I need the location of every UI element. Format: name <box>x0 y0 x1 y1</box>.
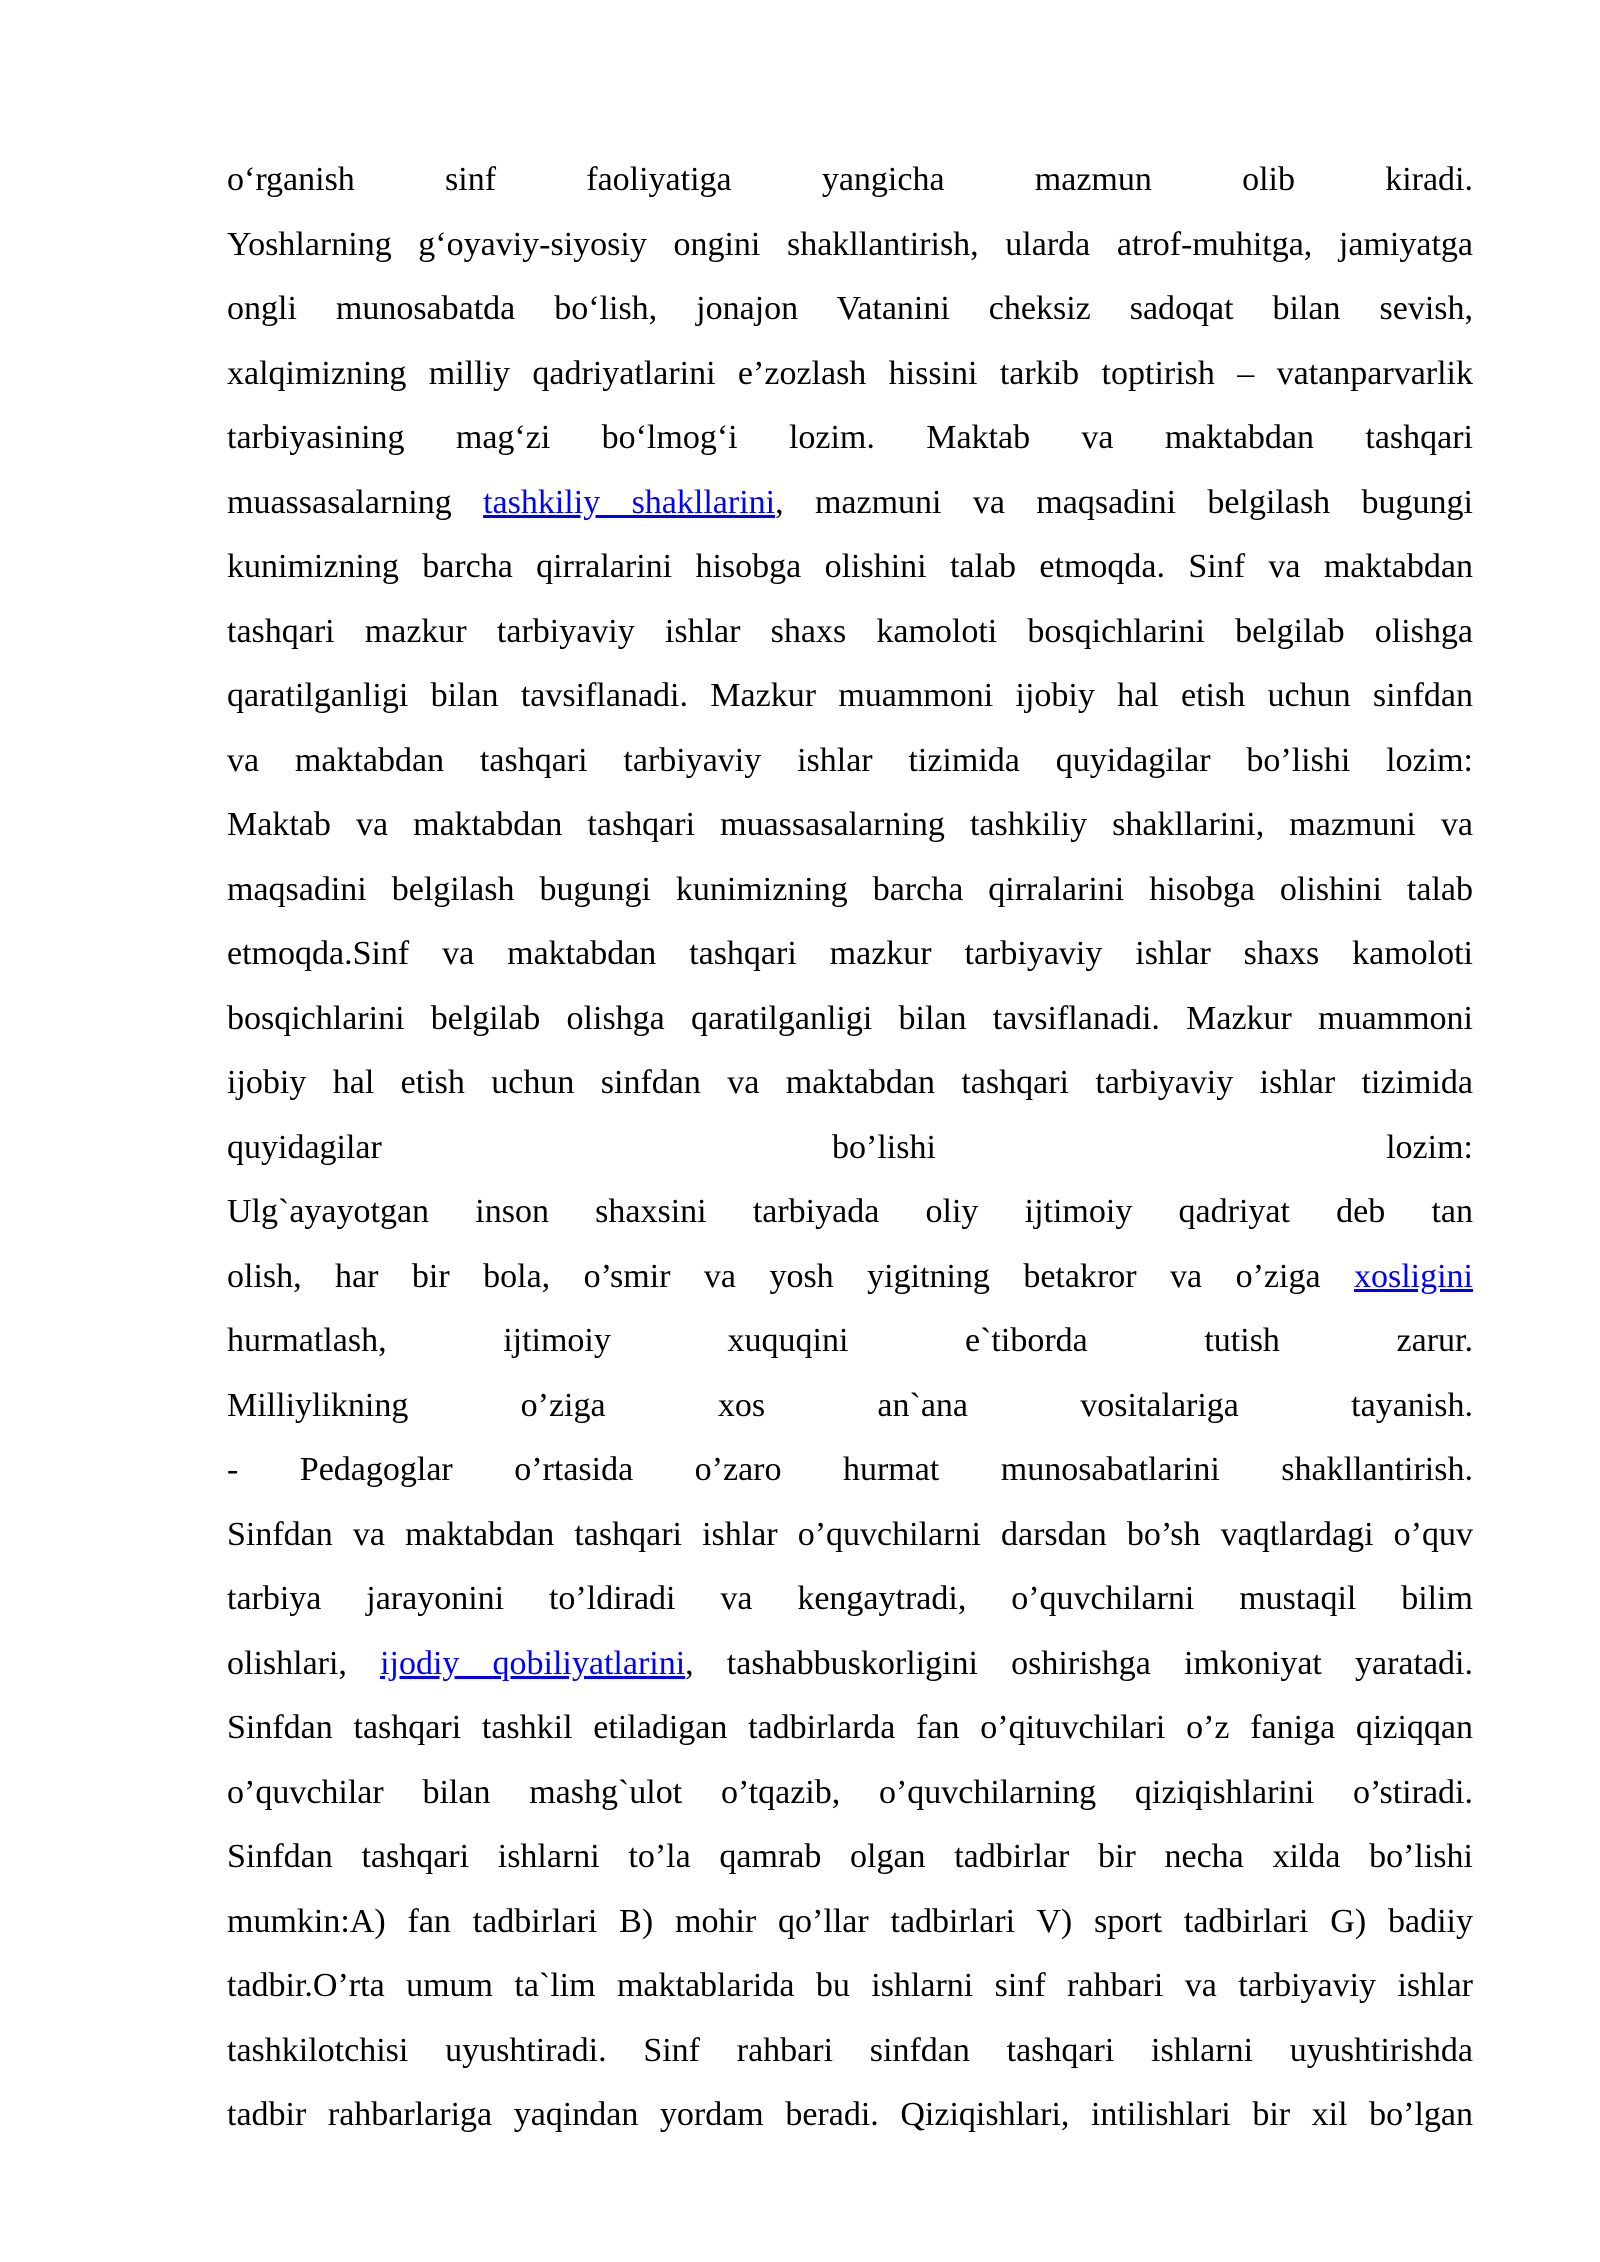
text-line <box>227 1761 1473 1826</box>
text-line <box>227 535 1473 600</box>
text-run: Sinfdan tashqari tashkil etiladigan tadbirlarda fan o’qituvchilari o’z faniga qiziqqan <box>227 1709 1473 1746</box>
text-line <box>227 148 1473 213</box>
text-run: etmoqda.Sinf va maktabdan tashqari mazkur tarbiyaviy ishlar shaxs kamoloti <box>227 935 1473 972</box>
text-line <box>227 922 1473 987</box>
text-run: kunimizning barcha qirralarini hisobga olishini talab etmoqda. Sinf va maktabdan <box>227 548 1473 585</box>
text-run: , tashabbuskorligini oshirishga imkoniyat yaratadi. <box>685 1644 1473 1682</box>
text-run: o‘rganish sinf faoliyatiga yangicha mazmun olib kiradi. <box>227 161 1473 198</box>
text-line <box>227 342 1473 407</box>
text-line <box>227 2083 1473 2148</box>
text-run: , mazmuni va maqsadini belgilash bugungi <box>775 483 1473 521</box>
text-run: o’quvchilar bilan mashg`ulot o’tqazib, o’quvchilarning qiziqishlarini o’stiradi. <box>227 1773 1473 1811</box>
text-run: tashkilotchisi uyushtiradi. Sinf rahbari sinfdan tashqari ishlarni uyushtirishda <box>227 2031 1473 2069</box>
body-text <box>227 148 1473 2148</box>
hyperlink[interactable]: ijodiy qobiliyatlarini <box>380 1644 686 1682</box>
text-run: Sinfdan tashqari ishlarni to’la qamrab olgan tadbirlar bir necha xilda bo’lishi <box>227 1838 1473 1875</box>
text-run: olish, har bir bola, o’smir va yosh yigitning betakror va o’ziga <box>227 1257 1354 1295</box>
text-run: Maktab va maktabdan tashqari muassasalarning tashkiliy shakllarini, mazmuni va <box>227 806 1473 843</box>
text-line <box>227 1245 1473 1310</box>
text-line <box>227 1696 1473 1761</box>
text-run: qaratilganligi bilan tavsiflanadi. Mazkur muammoni ijobiy hal etish uchun sinfdan <box>227 677 1473 714</box>
text-run: tashqari mazkur tarbiyaviy ishlar shaxs kamoloti bosqichlarini belgilab olishga <box>227 612 1473 650</box>
text-line <box>227 1632 1473 1697</box>
text-line <box>227 406 1473 471</box>
text-line <box>227 213 1473 278</box>
text-line <box>227 1825 1473 1890</box>
text-line <box>227 1567 1473 1632</box>
text-run: bosqichlarini belgilab olishga qaratilganligi bilan tavsiflanadi. Mazkur muammoni <box>227 999 1473 1037</box>
text-line <box>227 1954 1473 2019</box>
text-run: Yoshlarning g‘oyaviy-siyosiy ongini shakllantirish, ularda atrof-muhitga, jamiyatga <box>227 225 1473 263</box>
text-run: olishlari, <box>227 1644 381 1682</box>
text-line <box>227 1051 1473 1116</box>
text-run: xalqimizning milliy qadriyatlarini e’zozlash hissini tarkib toptirish – vatanparvarlik <box>227 354 1473 392</box>
text-line <box>227 600 1473 665</box>
text-line <box>227 1503 1473 1568</box>
text-line <box>227 1438 1473 1503</box>
text-run: tarbiya jarayonini to’ldiradi va kengaytradi, o’quvchilarni mustaqil bilim <box>227 1580 1473 1617</box>
text-line <box>227 1890 1473 1955</box>
text-line <box>227 987 1473 1052</box>
text-line <box>227 793 1473 858</box>
text-run: tadbir rahbarlariga yaqindan yordam beradi. Qiziqishlari, intilishlari bir xil bo’lgan <box>227 2096 1473 2133</box>
text-run: Sinfdan va maktabdan tashqari ishlar o’quvchilarni darsdan bo’sh vaqtlardagi o’quv <box>227 1515 1473 1553</box>
text-run: tarbiyasining mag‘zi bo‘lmog‘i lozim. Maktab va maktabdan tashqari <box>227 419 1473 456</box>
text-run: - Pedagoglar o’rtasida o’zaro hurmat munosabatlarini shakllantirish. <box>227 1451 1473 1488</box>
text-line <box>227 1374 1473 1439</box>
text-run: muassasalarning <box>227 483 484 521</box>
hyperlink[interactable]: xosligini <box>1353 1257 1473 1295</box>
text-line <box>227 1116 1473 1181</box>
text-run: mumkin:A) fan tadbirlari B) mohir qo’llar tadbirlari V) sport tadbirlari G) badiiy <box>227 1902 1473 1940</box>
text-line <box>227 729 1473 794</box>
text-run: va maktabdan tashqari tarbiyaviy ishlar tizimida quyidagilar bo’lishi lozim: <box>227 741 1473 779</box>
text-line <box>227 2019 1473 2084</box>
text-line <box>227 1309 1473 1374</box>
text-run: maqsadini belgilash bugungi kunimizning barcha qirralarini hisobga olishini talab <box>227 870 1473 908</box>
text-line <box>227 471 1473 536</box>
text-line <box>227 277 1473 342</box>
text-run: hurmatlash, ijtimoiy xuquqini e`tiborda tutish zarur. <box>227 1322 1473 1359</box>
text-run: Ulg`ayayotgan inson shaxsini tarbiyada oliy ijtimoiy qadriyat deb tan <box>227 1193 1473 1230</box>
text-run: ijobiy hal etish uchun sinfdan va maktabdan tashqari tarbiyaviy ishlar tizimida <box>227 1064 1473 1101</box>
text-run: ongli munosabatda bo‘lish, jonajon Vatanini cheksiz sadoqat bilan sevish, <box>227 290 1473 327</box>
text-line <box>227 858 1473 923</box>
text-run: tadbir.O’rta umum ta`lim maktablarida bu ishlarni sinf rahbari va tarbiyaviy ishlar <box>227 1967 1473 2004</box>
text-line <box>227 664 1473 729</box>
text-run: quyidagilar bo’lishi lozim: <box>227 1128 1473 1166</box>
hyperlink[interactable]: tashkiliy shakllarini <box>483 483 776 521</box>
text-line <box>227 1180 1473 1245</box>
text-run: Milliylikning o’ziga xos an`ana vositalariga tayanish. <box>227 1386 1473 1424</box>
